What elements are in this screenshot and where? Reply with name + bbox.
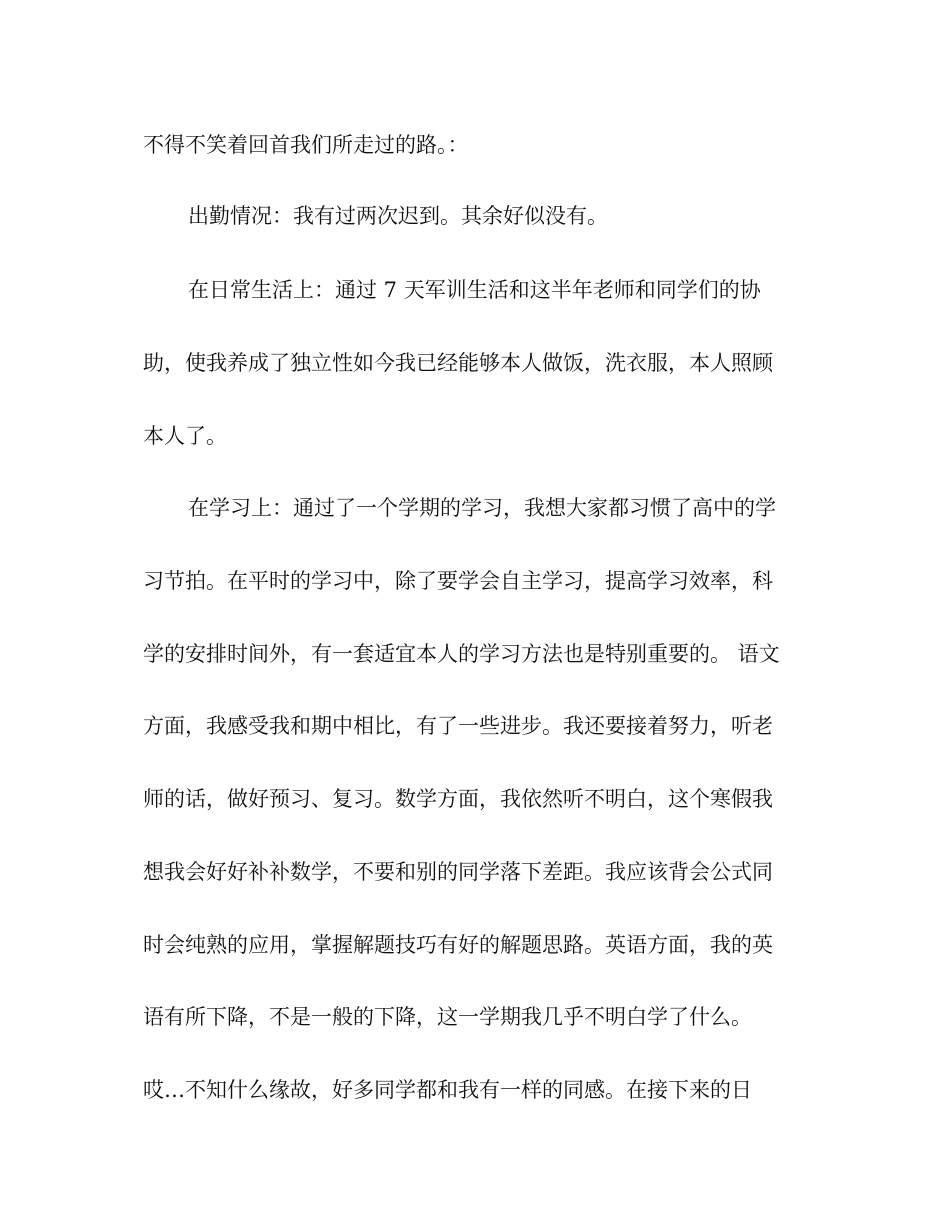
text-line: 学的安排时间外，有一套适宜本人的学习方法也是特别重要的。 语文 xyxy=(143,642,780,666)
text-line: 时会纯熟的应用，掌握解题技巧有好的解题思路。英语方面，我的英 xyxy=(143,933,773,957)
text-line: 本人了。 xyxy=(143,424,227,448)
text-line: 助，使我养成了独立性如今我已经能够本人做饭，洗衣服，本人照顾 xyxy=(143,351,773,375)
text-line: 哎…不知什么缘故，好多同学都和我有一样的同感。在接下来的日 xyxy=(143,1078,752,1102)
text-line: 在日常生活上：通过 7 天军训生活和这半年老师和同学们的协 xyxy=(188,278,761,302)
text-line: 师的话，做好预习、复习。数学方面，我依然听不明白，这个寒假我 xyxy=(143,787,773,811)
text-line: 语有所下降，不是一般的下降，这一学期我几乎不明白学了什么。 xyxy=(143,1005,752,1029)
text-line: 方面，我感受我和期中相比，有了一些进步。我还要接着努力，听老 xyxy=(143,714,773,738)
text-line: 想我会好好补补数学，不要和别的同学落下差距。我应该背会公式同 xyxy=(143,860,773,884)
text-line: 习节拍。在平时的学习中，除了要学会自主学习，提高学习效率，科 xyxy=(143,569,773,593)
text-line: 出勤情况：我有过两次迟到。其余好似没有。 xyxy=(188,204,608,228)
text-line: 不得不笑着回首我们所走过的路。： xyxy=(143,133,469,157)
text-line: 在学习上：通过了一个学期的学习，我想大家都习惯了高中的学 xyxy=(188,496,776,520)
